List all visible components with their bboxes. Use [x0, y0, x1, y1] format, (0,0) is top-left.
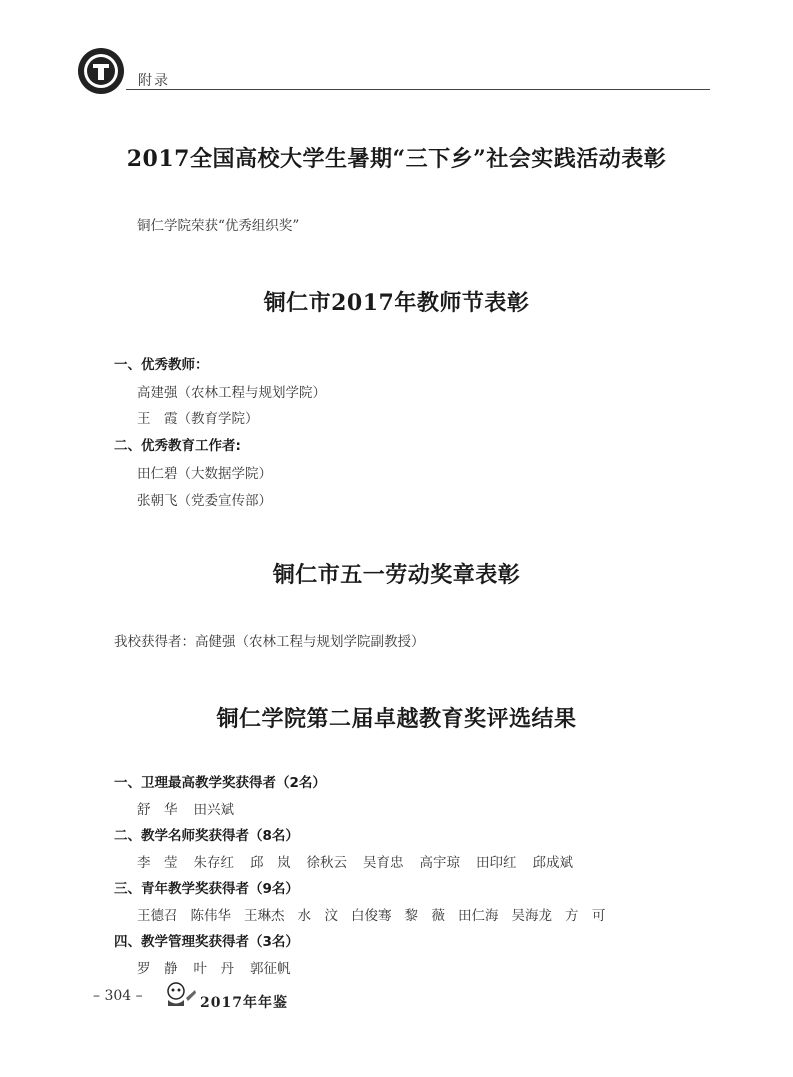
name-item: 田仁海	[458, 908, 499, 924]
name-item: 王琳杰	[244, 908, 285, 924]
name-item: 吴海龙	[511, 908, 552, 924]
award-group3-heading: 三、青年教学奖获得者（9名）	[114, 881, 299, 897]
section-label: 附录	[138, 73, 170, 89]
page-number: – 304 –	[93, 988, 143, 1004]
list-item: 田仁碧（大数据学院）	[137, 466, 272, 482]
name-item: 黎 薇	[404, 908, 445, 924]
name-item: 叶 丹	[193, 961, 234, 977]
header-divider	[126, 89, 710, 90]
section-title-teachers-day: 铜仁市2017年教师节表彰	[263, 290, 530, 316]
award-group4-names	[137, 957, 291, 977]
name-item: 罗 静	[137, 961, 178, 977]
name-item: 邱成斌	[532, 855, 573, 871]
award-group4-heading: 四、教学管理奖获得者（3名）	[114, 934, 299, 950]
teachers-group1-heading: 一、优秀教师：	[114, 357, 209, 373]
section-title-labor-medal: 铜仁市五一劳动奖章表彰	[272, 562, 521, 588]
name-item: 田印红	[476, 855, 517, 871]
teachers-group2-heading: 二、优秀教育工作者:	[114, 438, 241, 454]
list-item: 高建强（农林工程与规划学院）	[137, 385, 326, 401]
list-item: 王 霞（教育学院）	[137, 411, 259, 427]
name-item: 吴育忠	[363, 855, 404, 871]
award-group3-names	[137, 904, 606, 924]
award-group2-heading: 二、教学名师奖获得者（8名）	[114, 828, 299, 844]
university-seal-icon	[76, 46, 126, 96]
section-title-sanxiaxiang: 2017全国高校大学生暑期“三下乡”社会实践活动表彰	[126, 146, 667, 172]
list-item: 张朝飞（党委宣传部）	[137, 493, 272, 509]
name-item: 李 莹	[137, 855, 178, 871]
award-group1-heading: 一、卫理最高教学奖获得者（2名）	[114, 775, 326, 791]
mascot-icon	[162, 980, 198, 1008]
yearbook-title: 2017年年鉴	[200, 995, 288, 1011]
name-item: 高宇琼	[419, 855, 460, 871]
sanxiaxiang-text: 铜仁学院荣获“优秀组织奖”	[137, 218, 300, 234]
award-group2-names	[137, 851, 573, 871]
name-item: 水 汶	[297, 908, 338, 924]
name-item: 徐秋云	[306, 855, 347, 871]
name-item: 方 可	[565, 908, 606, 924]
name-item: 田兴斌	[193, 802, 234, 818]
name-item: 朱存红	[193, 855, 234, 871]
name-item: 邱 岚	[250, 855, 291, 871]
name-item: 王德召	[137, 908, 178, 924]
name-item: 陈伟华	[190, 908, 231, 924]
name-item: 白俊骞	[351, 908, 392, 924]
name-item: 郭征帆	[250, 961, 291, 977]
name-item: 舒 华	[137, 802, 178, 818]
labor-medal-text: 我校获得者：高健强（农林工程与规划学院副教授）	[114, 634, 425, 650]
award-group1-names	[137, 798, 234, 818]
section-title-excellence-award: 铜仁学院第二届卓越教育奖评选结果	[216, 706, 577, 732]
